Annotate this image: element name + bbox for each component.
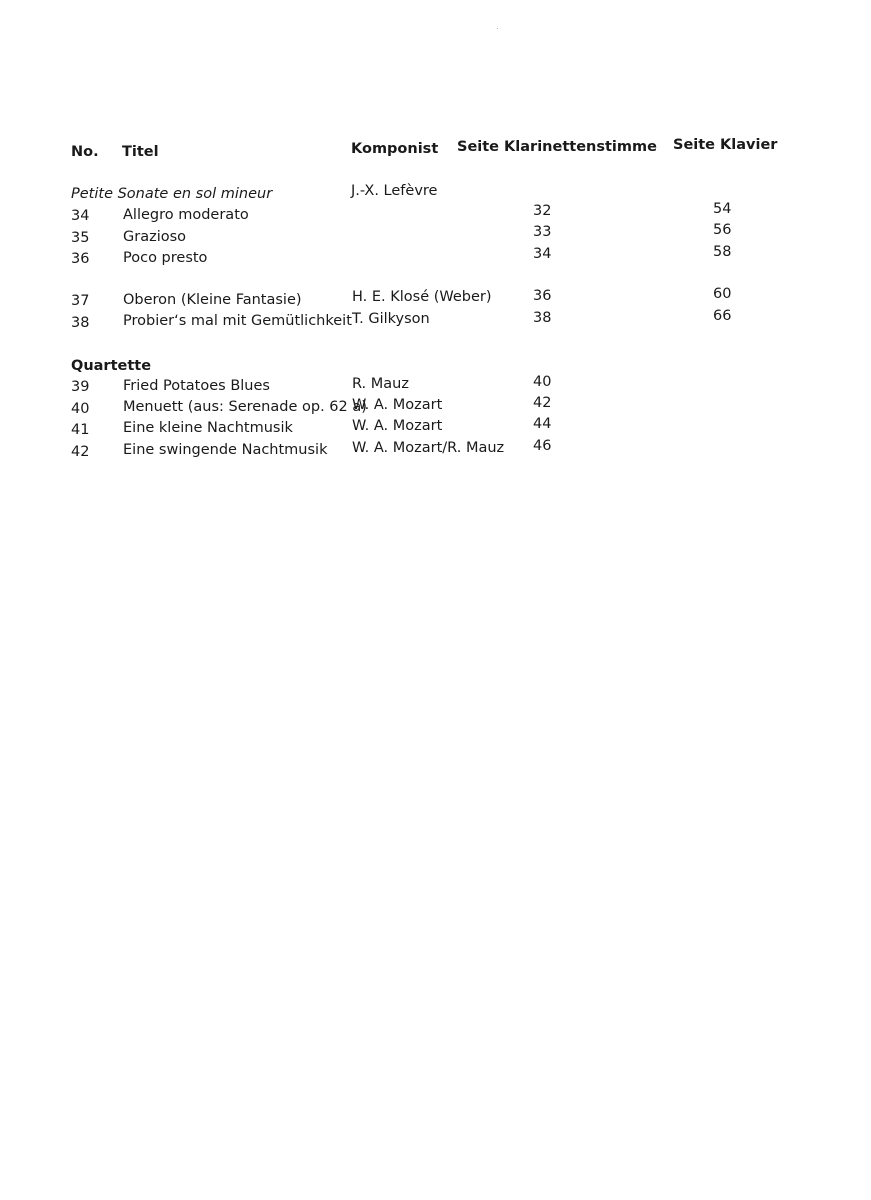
header-piano-page: Seite Klavier — [673, 137, 778, 153]
row-composer: R. Mauz — [352, 376, 409, 392]
row-no: 36 — [71, 251, 90, 267]
row-title: Probier‘s mal mit Gemütlichkeit — [123, 313, 352, 329]
row-composer: T. Gilkyson — [352, 311, 430, 327]
scan-speck — [497, 28, 498, 29]
row-composer: W. A. Mozart/R. Mauz — [352, 440, 505, 456]
row-clarinet-page: 46 — [533, 438, 552, 454]
row-no: 41 — [71, 422, 90, 438]
row-composer: W. A. Mozart — [352, 397, 443, 413]
row-title: Menuett (aus: Serenade op. 62 a) — [123, 399, 367, 415]
row-piano-page: 54 — [713, 201, 732, 217]
header-title: Titel — [122, 144, 159, 160]
row-title: Oberon (Kleine Fantasie) — [123, 292, 302, 308]
row-no: 35 — [71, 230, 90, 246]
row-title: Eine kleine Nachtmusik — [123, 420, 293, 436]
group-heading-petite-sonate: Petite Sonate en sol mineur — [71, 186, 273, 202]
row-no: 40 — [71, 401, 90, 417]
row-clarinet-page: 32 — [533, 203, 552, 219]
row-clarinet-page: 38 — [533, 310, 552, 326]
row-piano-page: 58 — [713, 244, 732, 260]
row-no: 37 — [71, 293, 90, 309]
row-no: 38 — [71, 315, 90, 331]
row-no: 34 — [71, 208, 90, 224]
row-piano-page: 66 — [713, 308, 732, 324]
row-clarinet-page: 42 — [533, 395, 552, 411]
row-composer: W. A. Mozart — [352, 418, 443, 434]
row-piano-page: 56 — [713, 222, 732, 238]
row-no: 42 — [71, 444, 90, 460]
group-heading-quartette: Quartette — [71, 358, 152, 374]
header-composer: Komponist — [351, 141, 439, 157]
row-title: Allegro moderato — [123, 207, 249, 223]
row-clarinet-page: 44 — [533, 416, 552, 432]
row-title: Poco presto — [123, 250, 208, 266]
row-piano-page: 60 — [713, 286, 732, 302]
row-clarinet-page: 34 — [533, 246, 552, 262]
group-composer-lefevre: J.-X. Lefèvre — [351, 183, 438, 199]
row-clarinet-page: 33 — [533, 224, 552, 240]
row-title: Grazioso — [123, 229, 187, 245]
header-clarinet-page: Seite Klarinettenstimme — [457, 139, 657, 155]
row-clarinet-page: 36 — [533, 288, 552, 304]
row-clarinet-page: 40 — [533, 374, 552, 390]
header-no: No. — [71, 144, 99, 160]
row-no: 39 — [71, 379, 90, 395]
row-composer: H. E. Klosé (Weber) — [352, 289, 492, 305]
row-title: Eine swingende Nachtmusik — [123, 442, 328, 458]
row-title: Fried Potatoes Blues — [123, 378, 270, 394]
